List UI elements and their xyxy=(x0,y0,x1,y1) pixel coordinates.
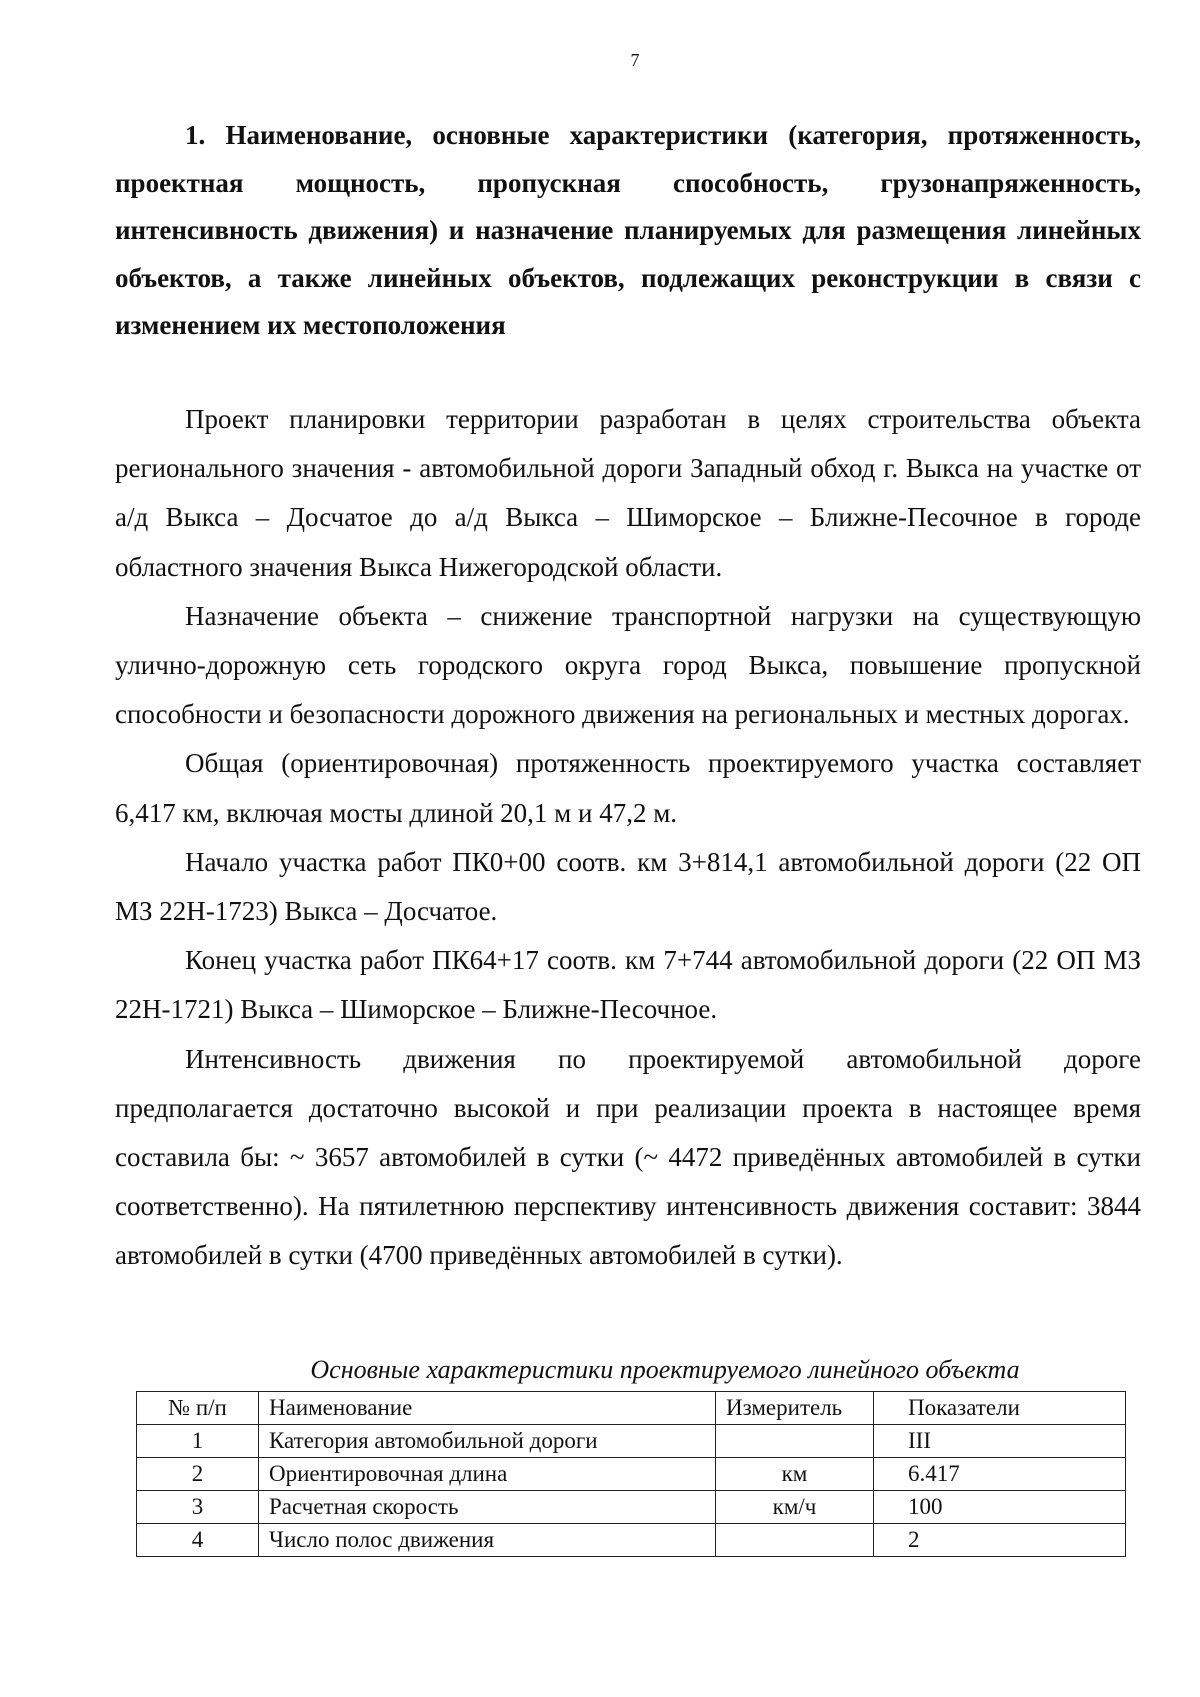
table-header-row xyxy=(137,1392,1126,1425)
cell-value: 6.417 xyxy=(874,1458,1126,1491)
paragraph-start: Начало участка работ ПК0+00 соотв. км 3+814,1 автомобильной дороги (22 ОП МЗ 22Н-1723) Выкса – Досчатое. xyxy=(115,846,1141,927)
table-row xyxy=(137,1491,1126,1524)
header-unit: Измеритель xyxy=(716,1392,874,1425)
table-row xyxy=(137,1524,1126,1557)
cell-value: 2 xyxy=(874,1524,1126,1557)
cell-num: 2 xyxy=(137,1458,259,1491)
cell-num: 4 xyxy=(137,1524,259,1557)
paragraph-object-purpose: Назначение объекта – снижение транспортной нагрузки на существующую улично-дорожную сеть городского округа город Выкса, повышение пропускной способности и безопасности дорожного движения на региональных и местных дорогах. xyxy=(115,600,1141,730)
paragraph-purpose-project: Проект планировки территории разработан в целях строительства объекта регионального значения - автомобильной дороги Западный обход г. Выкса на участке от а/д Выкса – Досчатое до а/д Выкса – Шиморское – Ближне-Песочное в городе областного значения Выкса Нижегородской области. xyxy=(115,404,1141,582)
paragraph-intensity: Интенсивность движения по проектируемой автомобильной дороге предполагается достаточно высокой и при реализации проекта в настоящее время составила бы: ~ 3657 автомобилей в сутки (~ 4472 приведённых автомобилей в сутки соответственно). На пятилетнюю перспективу интенсивность движения составит: 3844 автомобилей в сутки (4700 приведённых автомобилей в сутки). xyxy=(115,1043,1141,1271)
cell-num: 3 xyxy=(137,1491,259,1524)
cell-name: Расчетная скорость xyxy=(259,1491,716,1524)
paragraph-end: Конец участка работ ПК64+17 соотв. км 7+744 автомобильной дороги (22 ОП МЗ 22Н-1721) Выкса – Шиморское – Ближне-Песочное. xyxy=(115,945,1141,1025)
header-num: № п/п xyxy=(137,1392,259,1425)
characteristics-table xyxy=(136,1391,1126,1557)
table-row xyxy=(137,1458,1126,1491)
cell-unit xyxy=(716,1524,874,1557)
cell-value: 100 xyxy=(874,1491,1126,1524)
cell-num: 1 xyxy=(137,1425,259,1458)
table-caption: Основные характеристики проектируемого линейного объекта xyxy=(310,1355,1020,1384)
header-value: Показатели xyxy=(874,1392,1126,1425)
table-row xyxy=(137,1425,1126,1458)
page-number: 7 xyxy=(630,50,640,70)
body-text xyxy=(115,395,1141,1281)
cell-unit: км/ч xyxy=(716,1491,874,1524)
cell-unit: км xyxy=(716,1458,874,1491)
cell-name: Категория автомобильной дороги xyxy=(259,1425,716,1458)
cell-name: Ориентировочная длина xyxy=(259,1458,716,1491)
cell-value: III xyxy=(874,1425,1126,1458)
cell-name: Число полос движения xyxy=(259,1524,716,1557)
cell-unit xyxy=(716,1425,874,1458)
section-heading: 1. Наименование, основные характеристики (категория, протяженность, проектная мощность, пропускная способность, грузонапряженность, интенсивность движения) и назначение планируемых для размещения линейных объектов, а также линейных объектов, подлежащих реконструкции в связи с изменением их местоположения xyxy=(115,120,1141,340)
paragraph-length: Общая (ориентировочная) протяженность проектируемого участка составляет 6,417 км, включая мосты длиной 20,1 м и 47,2 м. xyxy=(115,748,1141,828)
header-name: Наименование xyxy=(259,1392,716,1425)
